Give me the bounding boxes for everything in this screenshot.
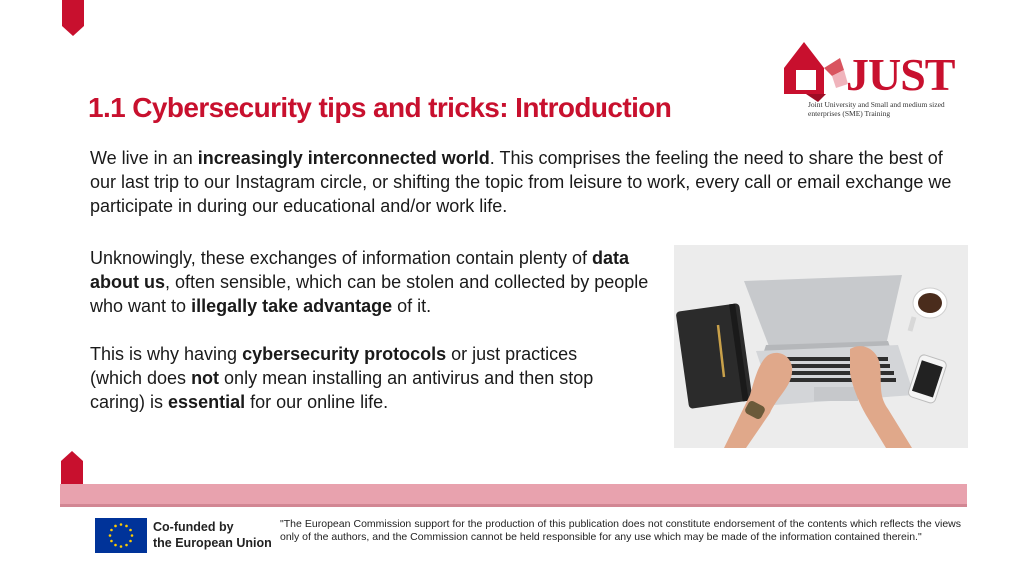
- p2-text-1: Unknowingly, these exchanges of information contain plenty of: [90, 248, 592, 268]
- p3-text-3: only mean installing an antivirus and then stop caring) is: [90, 368, 594, 412]
- eu-star-icon: [129, 540, 132, 543]
- eu-star-icon: [125, 544, 128, 547]
- eu-label-line-1: Co-funded by: [153, 520, 234, 534]
- footer-stripe-shadow: [60, 504, 967, 507]
- p3-text-1: This is why having: [90, 344, 243, 364]
- eu-cofunded-label: [153, 519, 272, 551]
- bottom-bookmark-tab: [61, 451, 83, 485]
- footer-stripe: [60, 484, 967, 504]
- logo-wordmark: JUST: [846, 49, 955, 100]
- top-bookmark-tab: [62, 0, 84, 38]
- eu-star-icon: [129, 529, 132, 532]
- p2-text-3: of it.: [392, 296, 432, 316]
- eu-star-icon: [120, 523, 123, 526]
- eu-star-icon: [110, 540, 113, 543]
- eu-star-icon: [114, 525, 117, 528]
- paragraph-protocols: [90, 342, 630, 414]
- p3-highlight-2: not: [191, 368, 220, 388]
- p2-highlight-1: data about us: [90, 248, 629, 292]
- eu-label-line-2: the European Union: [153, 536, 272, 550]
- eu-flag-icon: [95, 518, 147, 553]
- eu-star-icon: [110, 529, 113, 532]
- p2-highlight-2: illegally take advantage: [191, 296, 393, 316]
- p3-highlight-1: cybersecurity protocols: [242, 344, 447, 364]
- p2-text-2: , often sensible, which can be stolen and collected by people who want to: [90, 272, 649, 316]
- paragraph-data: [90, 246, 650, 318]
- p1-text: We live in an: [90, 148, 198, 168]
- laptop-desk-photo: [674, 245, 968, 448]
- eu-star-icon: [120, 545, 123, 548]
- logo-subtitle: Joint University and Small and medium sized enterprises (SME) Training: [808, 100, 945, 118]
- p1-highlight: increasingly interconnected world: [197, 148, 490, 168]
- slide-title: 1.1 Cybersecurity tips and tricks: Introduction: [88, 92, 672, 123]
- eu-star-icon: [131, 534, 134, 537]
- eu-disclaimer: "The European Commission support for the production of this publication does not constitute endorsement of the contents which reflects the views only of the authors, and the Commission cannot be held responsible for any use which may be made of the information contained therein.": [280, 518, 961, 543]
- paragraph-intro: [90, 146, 960, 218]
- p1-text-after: . This comprises the feeling the need to share the best of our last trip to our Instagram circle, or shifting the topic from leisure to work, every call or email exchange we participate in during our educational and/or work life.: [90, 148, 952, 216]
- eu-star-icon: [109, 534, 112, 537]
- p3-highlight-3: essential: [168, 392, 246, 412]
- p3-text-4: for our online life.: [245, 392, 389, 412]
- eu-star-icon: [125, 525, 128, 528]
- eu-star-icon: [114, 544, 117, 547]
- p3-text-2: or just practices (which does: [90, 344, 578, 388]
